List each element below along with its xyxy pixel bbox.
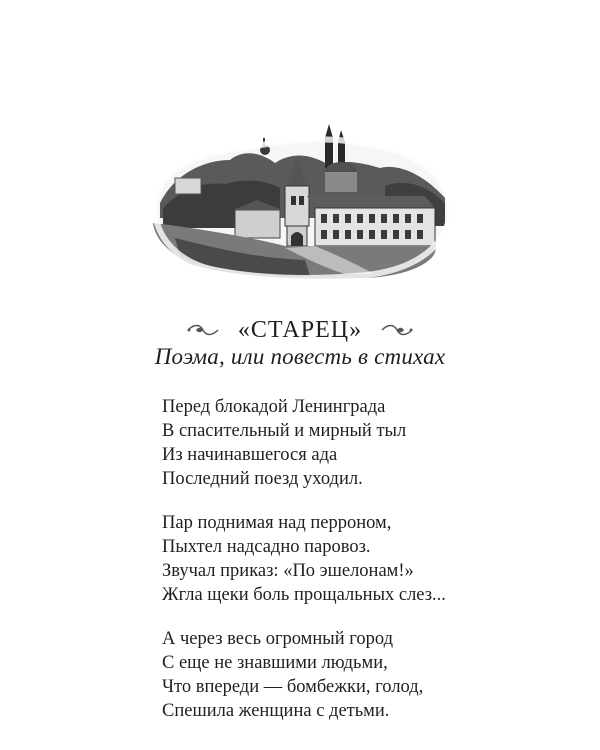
poem-title: «СТАРЕЦ»	[237, 316, 363, 343]
poem-line: Жгла щеки боль прощальных слез...	[162, 585, 446, 605]
church-village-image	[135, 108, 465, 288]
poem-line: Что впереди — бомбежки, голод,	[162, 677, 424, 697]
poem-line: Спешила женщина с детьми.	[162, 701, 390, 721]
poem-line: Перед блокадой Ленинграда	[162, 397, 386, 417]
poem-line: Звучал приказ: «По эшелонам!»	[162, 561, 414, 581]
poem-line: Последний поезд уходил.	[162, 469, 363, 489]
poem-line: В спасительный и мирный тыл	[162, 421, 407, 441]
stanza-2	[162, 511, 482, 607]
poem-line: С еще не знавшими людьми,	[162, 653, 388, 673]
poem-line: Пыхтел надсадно паровоз.	[162, 537, 371, 557]
poem-line: Пар поднимая над перроном,	[162, 513, 392, 533]
stanza-1	[162, 395, 482, 491]
poem-subtitle: Поэма, или повесть в стихах	[154, 344, 446, 369]
title-row	[0, 312, 600, 348]
left-ornament-icon	[186, 322, 220, 338]
poem-line: А через весь огромный город	[162, 629, 393, 649]
stanza-3	[162, 627, 482, 723]
poem-line: Из начинавшегося ада	[162, 445, 338, 465]
right-ornament-icon	[380, 322, 414, 338]
poem-body	[162, 395, 482, 743]
illustration	[135, 108, 465, 288]
